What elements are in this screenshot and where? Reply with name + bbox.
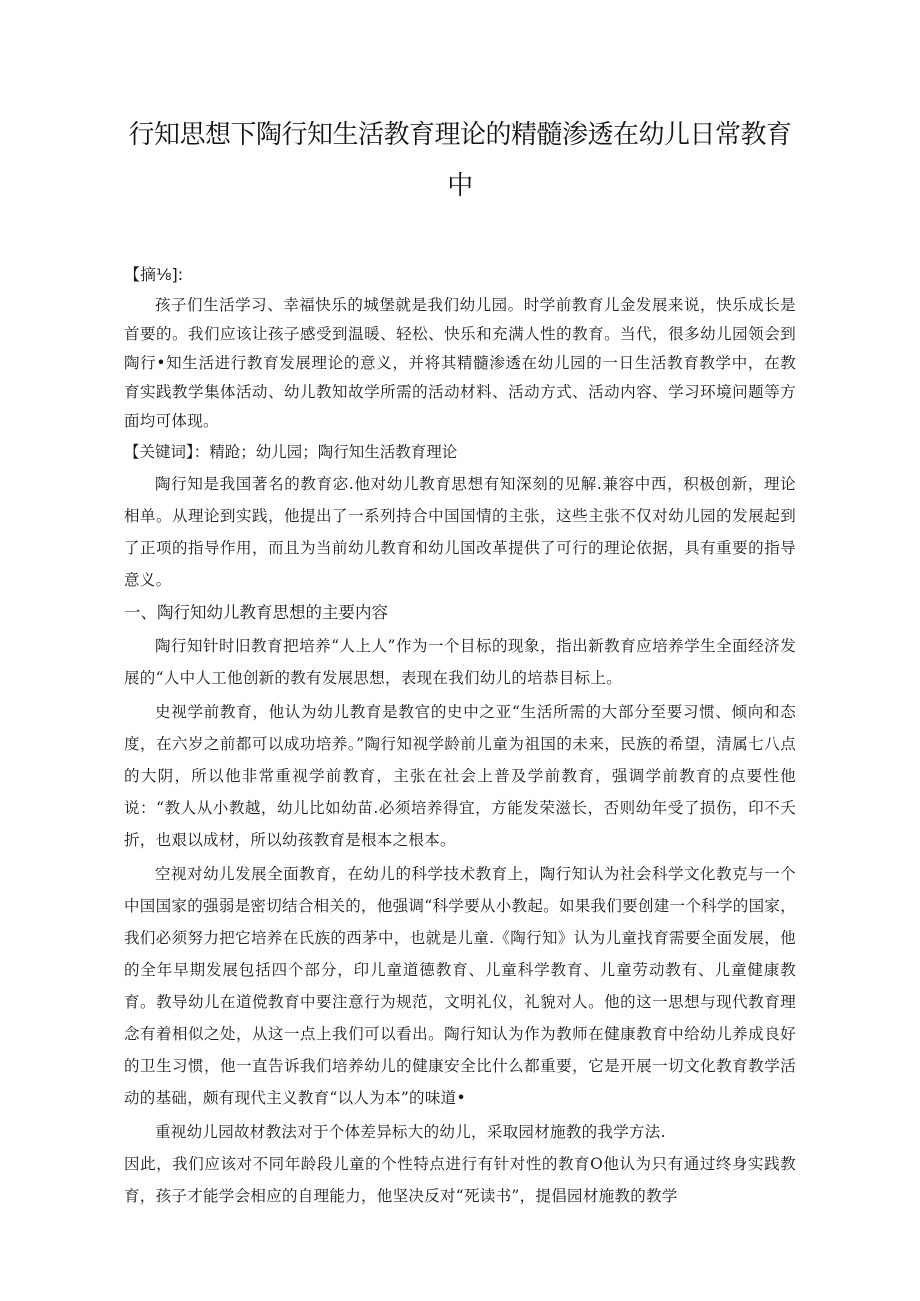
section-paragraph-3: 空视对幼儿发展全面教育，在幼儿的科学技术教育上，陶行知认为社会科学文化教克与一个中国国家的强弱是密切结合相关的，他强调“科学要从小教起。如果我们要创建一个科学的国家，我们必须努力把它培养在氏族的西茅中，也就是儿童.《陶行知》认为儿童找育需要全面发展，他的全年早期发展包括四个部分，印儿童道德教育、儿童科学教育、儿童劳动教有、儿童健康教育。教导幼儿在道傥教育中要注意行为规范，文明礼仪，礼貌对人。他的这一思想与现代教育理念有着相似之处，从这一点上我们可以看出。陶行知认为作为教师在健康教育中给幼儿养成良好的卫生习惯，他一直告诉我们培养幼儿的健康安全比什么都重要，它是开展一切文化教育教学活动的基础，颇有现代主义教育“以人为本”的味道• <box>124 865 796 1107</box>
document-body <box>124 258 796 1212</box>
document-title-line-1: 行知思想下陶行知生活教育理论的精髓渗透在幼儿日常教育 <box>128 120 792 150</box>
section-paragraph-1: 陶行知针时旧教育把培养“人上人”作为一个目标的现象，指出新教育应培养学生全面经济发展的“人中人工他创新的教有发展思想，表现在我们幼儿的培恭目标上。 <box>124 637 796 687</box>
section-heading: 一、陶行知幼儿教育思想的主要内容 <box>124 603 388 622</box>
section-paragraph-2: 史视学前教育，他认为幼儿教育是教官的史中之亚“生活所需的大部分至要习惯、倾向和态度，在六岁之前都可以成功培养。”陶行知视学龄前儿童为祖国的未来，民族的希望，清属七八点的大阴，所以他非常重视学前教育，主张在社会上普及学前教育，强调学前教育的点要性他说：“教人从小教越，幼儿比如幼苗.必须培养得宜，方能发荣滋长，否则幼年受了损伤，印不夭折，也艰以成材，所以幼孩教育是根本之根本。 <box>124 703 796 849</box>
abstract-label: 【摘⅛]: <box>124 265 184 284</box>
keywords-text: ：精跄；幼儿园；陶行知生活教育理论 <box>193 443 458 461</box>
keywords-line <box>124 436 796 468</box>
abstract-text: 孩子们生活学习、幸福快乐的城堡就是我们幼儿园。时学前教育儿金发展来说，快乐成长是首要的。我们应该让孩子感受到温暖、轻松、快乐和充满人性的教育。当代，很多幼儿园领会到陶行•知生活进行教育发展理论的意义，并将其精髓渗透在幼儿园的一日生活教育教学中，在教育实践教学集体活动、幼儿教知故学所需的活动材料、活动方式、活动内容、学习环境问题等方面均可体现。 <box>124 296 796 430</box>
intro-paragraph: 陶行知是我国著名的教育宓.他对幼儿教育思想有知深刻的见解.兼容中西，积极创新，理论相单。从理论到实践，他提出了一系列持合中国国情的主张，这些主张不仅对幼儿园的发展起到了正项的指导作用，而且为当前幼儿教育和幼儿国改革提供了可行的理论依据，具有重要的指导意义。 <box>124 475 796 589</box>
section-paragraph-4: 重视幼儿园故材教法对于个体差异标大的幼儿，采取园材施教的我学方法. <box>155 1123 666 1141</box>
section-paragraph-5: 因此，我们应该对不同年龄段儿童的个性特点进行有针对性的教育O他认为只有通过终身实践教育，孩子才能学会相应的自理能力，他坚决反对“死读书”，提倡园材施教的教学 <box>124 1155 796 1205</box>
keywords-label: 【关键词】 <box>124 443 194 461</box>
document-title-line-2: 中 <box>447 171 473 201</box>
